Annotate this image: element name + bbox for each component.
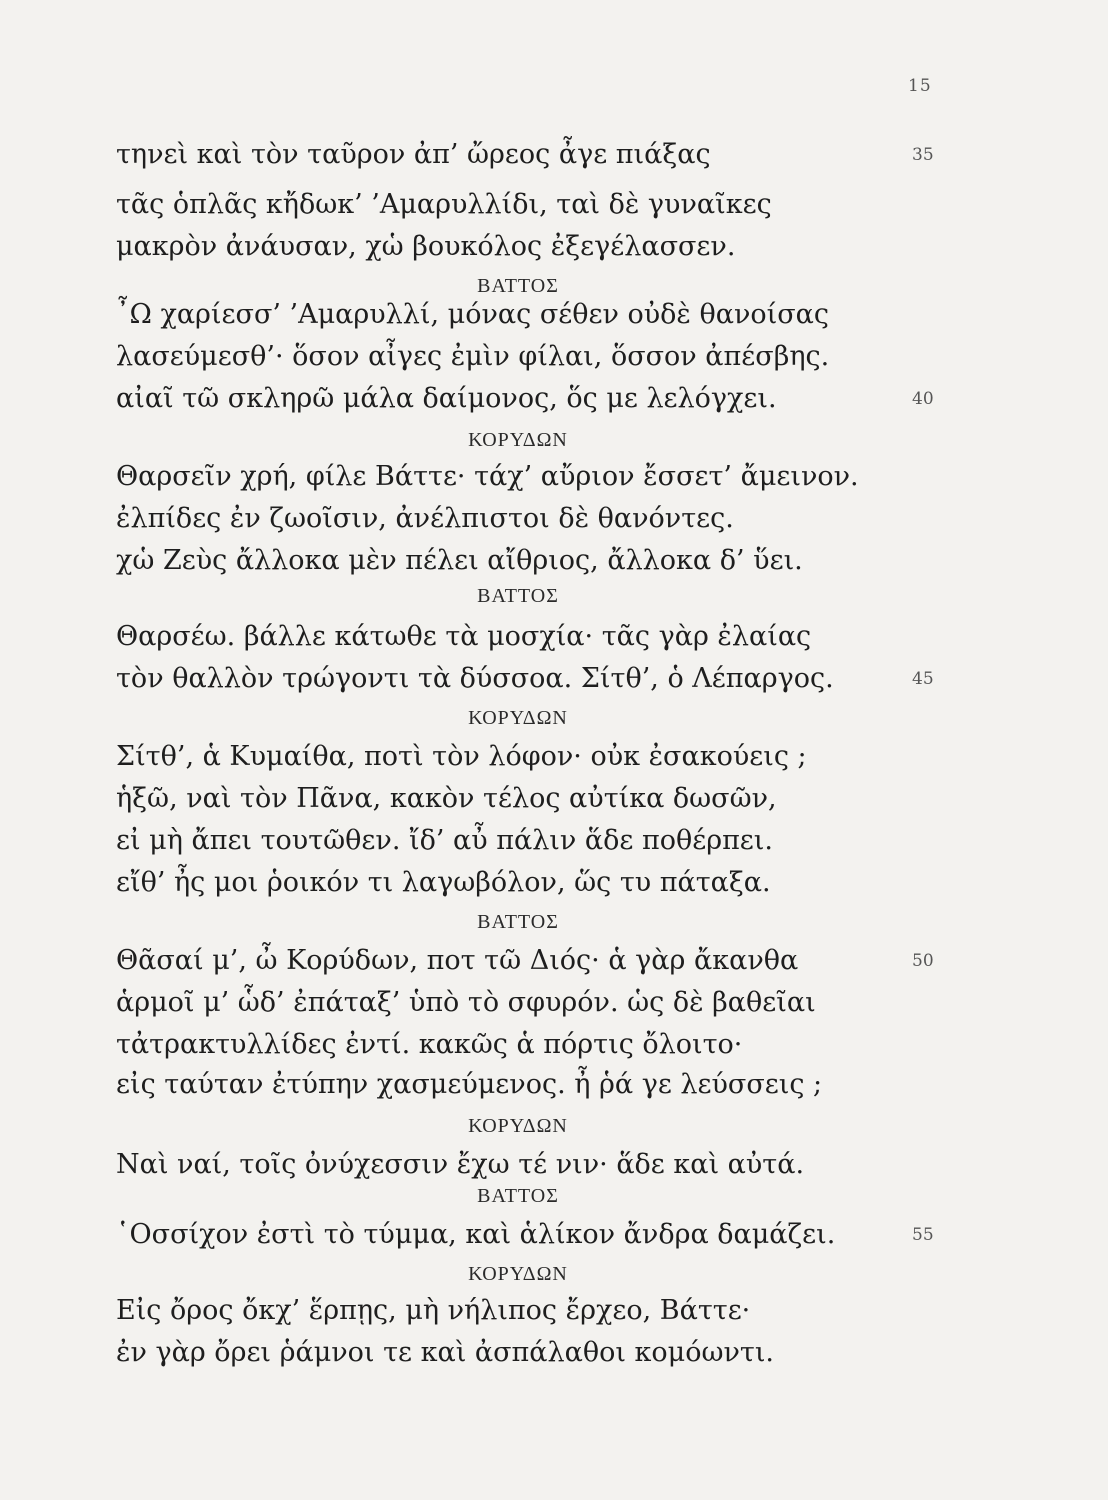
speaker-label: ΒΑΤΤΟΣ (477, 911, 559, 933)
verse-line: Θαρσέω. βάλλε κάτωθε τὰ μοσχία· τᾶς γὰρ ἐλαίας (116, 621, 812, 652)
verse-line: ἁρμοῖ μ’ ὧδ’ ἐπάταξ’ ὑπὸ τὸ σφυρόν. ὡς δὲ βαθεῖαι (116, 987, 816, 1018)
speaker-label: ΚΟΡΥΔΩΝ (468, 429, 568, 451)
verse-line: εἰς ταύταν ἐτύπην χασμεύμενος. ἦ ῥά γε λεύσσεις ; (116, 1069, 823, 1100)
verse-line: τὸν θαλλὸν τρώγοντι τὰ δύσσοα. Σίτθ’, ὁ Λέπαργος. (116, 663, 834, 694)
line-number: 45 (912, 669, 934, 689)
verse-line: Ναὶ ναί, τοῖς ὀνύχεσσιν ἔχω τέ νιν· ἅδε καὶ αὐτά. (116, 1149, 805, 1180)
verse-line: ἐν γὰρ ὄρει ῥάμνοι τε καὶ ἀσπάλαθοι κομόωντι. (116, 1337, 775, 1368)
verse-line: τἀτρακτυλλίδες ἐντί. κακῶς ἁ πόρτις ὄλοιτο· (116, 1029, 743, 1060)
speaker-label: ΚΟΡΥΔΩΝ (468, 707, 568, 729)
line-number: 50 (912, 951, 934, 971)
verse-line: Θαρσεῖν χρή, φίλε Βάττε· τάχ’ αὔριον ἔσσετ’ ἄμεινον. (116, 461, 859, 492)
verse-line: τηνεὶ καὶ τὸν ταῦρον ἀπ’ ὤρεος ἆγε πιάξας (116, 139, 711, 170)
line-number: 35 (912, 145, 934, 165)
speaker-label: ΚΟΡΥΔΩΝ (468, 1263, 568, 1285)
verse-line: ῏Ω χαρίεσσ’ ’Αμαρυλλί, μόνας σέθεν οὐδὲ θανοίσας (116, 299, 829, 330)
verse-line: εἰ μὴ ἄπει τουτῶθεν. ἴδ’ αὖ πάλιν ἅδε ποθέρπει. (116, 825, 773, 856)
speaker-label: ΒΑΤΤΟΣ (477, 275, 559, 297)
page-number: 15 (908, 76, 932, 96)
verse-line: χὡ Ζεὺς ἄλλοκα μὲν πέλει αἴθριος, ἄλλοκα δ’ ὕει. (116, 545, 803, 576)
verse-line: μακρὸν ἀνάυσαν, χὡ βουκόλος ἐξεγέλασσεν. (116, 231, 736, 262)
verse-line: λασεύμεσθ’· ὅσον αἶγες ἐμὶν φίλαι, ὅσσον ἀπέσβης. (116, 341, 830, 372)
speaker-label: ΒΑΤΤΟΣ (477, 585, 559, 607)
verse-line: ἡξῶ, ναὶ τὸν Πᾶνα, κακὸν τέλος αὐτίκα δωσῶν, (116, 783, 777, 814)
verse-line: τᾶς ὁπλᾶς κἤδωκ’ ’Αμαρυλλίδι, ταὶ δὲ γυναῖκες (116, 189, 772, 220)
verse-line: Θᾶσαί μ’, ὦ Κορύδων, ποτ τῶ Διός· ἁ γὰρ ἄκανθα (116, 945, 799, 976)
verse-line: ἐλπίδες ἐν ζωοῖσιν, ἀνέλπιστοι δὲ θανόντες. (116, 503, 734, 534)
verse-line: ῾Οσσίχον ἐστὶ τὸ τύμμα, καὶ ἁλίκον ἄνδρα δαμάζει. (116, 1219, 836, 1250)
speaker-label: ΚΟΡΥΔΩΝ (468, 1115, 568, 1137)
verse-line: Σίτθ’, ἁ Κυμαίθα, ποτὶ τὸν λόφον· οὐκ ἐσακούεις ; (116, 741, 807, 772)
verse-line: αἰαῖ τῶ σκληρῶ μάλα δαίμονος, ὅς με λελόγχει. (116, 383, 777, 414)
line-number: 40 (912, 389, 934, 409)
verse-line: εἴθ’ ἦς μοι ῥοικόν τι λαγωβόλον, ὥς τυ πάταξα. (116, 867, 771, 898)
line-number: 55 (912, 1225, 934, 1245)
speaker-label: ΒΑΤΤΟΣ (477, 1185, 559, 1207)
verse-line: Εἰς ὄρος ὄκχ’ ἕρπῃς, μὴ νήλιπος ἔρχεο, Βάττε· (116, 1295, 751, 1326)
